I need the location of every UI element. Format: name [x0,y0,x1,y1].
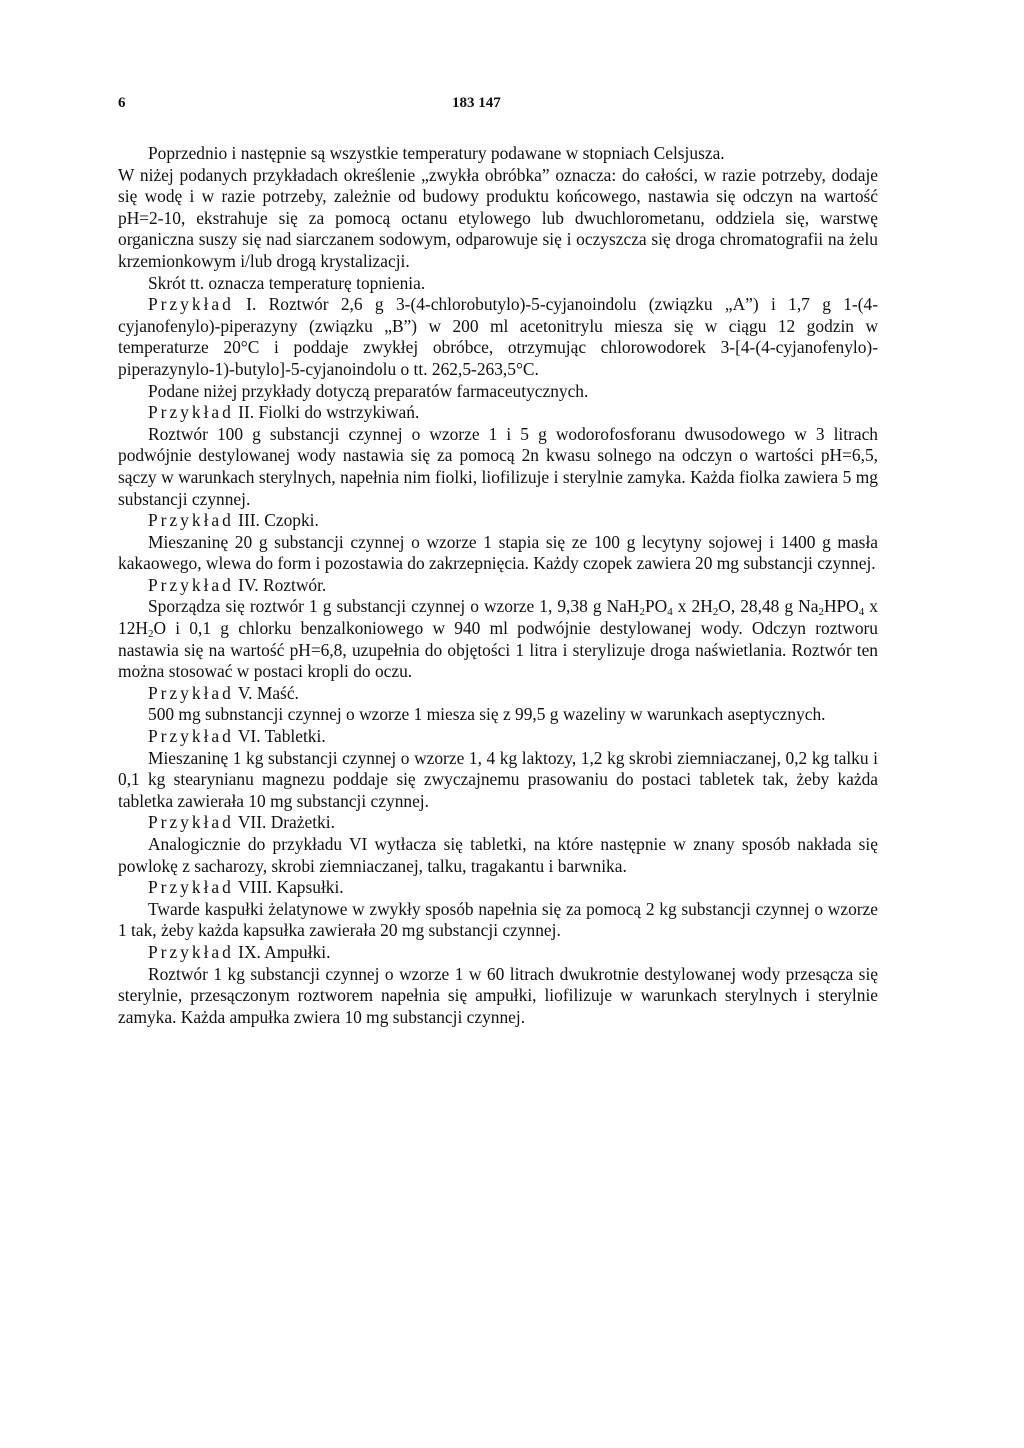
example-4-heading [118,575,878,597]
example-title: Fiolki do wstrzykiwań. [254,402,420,423]
example-title: Ampułki. [260,941,331,962]
text-fragment: Sporządza się roztwór 1 g substancji czynnej o wzorze 1, 9,38 g NaH [148,596,640,617]
example-9-heading [118,942,878,964]
example-8-text: Twarde kaspułki żelatynowe w zwykły sposób napełnia się za pomocą 2 kg substancji czynnej o wzorze 1 tak, żeby każda kapsułka zawierała 20 mg substancji czynnej. [118,898,878,941]
intro-paragraph-2: W niżej podanych przykładach określenie „zwykła obróbka” oznacza: do całości, w razie potrzeby, dodaje się wodę i w razie potrzeby, zależnie od budowy produktu końcowego, nastawia się odczyn na wartość pH=2-10, ekstrahuje się za pomocą octanu etylowego lub dwuchlorometanu, oddziela się, warstwę organiczna suszy się nad siarczanem sodowym, odparowuje się i oczyszcza się droga chromatografii na żelu krzemionkowym i/lub drogą krystalizacji. [118,164,878,271]
subscript: 2 [712,606,719,619]
example-label: Przykład [148,574,234,595]
page-header [118,95,908,117]
example-label: Przykład [148,726,234,747]
example-number: V. [233,682,253,703]
example-title: Roztwór. [258,574,327,595]
text-fragment: HPO [823,596,859,617]
example-number: IX. [233,941,261,962]
text-fragment: x 12H [118,596,879,639]
intro-paragraph-3: Skrót tt. oznacza temperaturę topnienia. [148,272,426,293]
subscript: 4 [858,606,865,619]
example-7-heading [118,812,878,834]
example-2-text: Roztwór 100 g substancji czynnej o wzorze 1 i 5 g wodorofosforanu dwusodowego w 3 litrach podwójnie destylowanej wody nastawia się za pomocą 2n kwasu solnego na odczyn o wartości pH=6,5, sączy w warunkach sterylnych, napełnia nim fiolki, liofilizuje i sterylnie zamyka. Każda fiolka zawiera 5 mg substancji czynnej. [118,423,878,509]
example-5-heading [118,683,878,705]
example-9-text: Roztwór 1 kg substancji czynnej o wzorze 1 w 60 litrach dwukrotnie destylowanej wody przesącza się sterylnie, przesączonym roztworem napełnia się ampułki, liofilizuje w warunkach sterylnych i sterylnie zamyka. Każda ampułka zwiera 10 mg substancji czynnej. [118,963,878,1027]
example-6-heading [118,726,878,748]
example-label: Przykład [148,294,234,315]
example-title: Maść. [252,682,299,703]
text-fragment: O i 0,1 g chlorku benzalkoniowego w 940 ml podwójnie destylowanej wody. Odczyn roztworu nastawia się na wartość pH=6,8, uzupełnia do objętości 1 litra i sterylizuje droga naświetlania. Roztwór ten można stosować w postaci kropli do oczu. [118,618,878,682]
example-number: I. [233,294,257,315]
example-6-text: Mieszaninę 1 kg substancji czynnej o wzorze 1, 4 kg laktozy, 1,2 kg skrobi ziemniaczanej, 0,2 kg talku i 0,1 kg stearynianu magnezu poddaje się zwyczajnemu prasowaniu do postaci tabletek tak, żeby każda tabletka zawierała 10 mg substancji czynnej. [118,747,878,811]
subscript: 4 [667,606,673,619]
example-8-heading [118,877,878,899]
example-1 [118,294,878,380]
example-label: Przykład [148,510,234,531]
example-label: Przykład [148,812,234,833]
example-number: II. [233,402,255,423]
example-7-text: Analogicznie do przykładu VI wytłacza się tabletki, na które następnie w znany sposób nakłada się powlokę z sacharozy, skrobi ziemniaczanej, talku, tragakantu i barwnika. [118,834,878,876]
example-number: III. [233,510,260,531]
subscript: 2 [639,606,645,619]
example-3-text: Mieszaninę 20 g substancji czynnej o wzorze 1 stapia się ze 100 g lecytyny sojowej i 1400 g masła kakaowego, wlewa do form i pozostawia do zakrzepnięcia. Każdy czopek zawiera 20 mg substancji czynnej. [118,531,878,574]
example-label: Przykład [148,402,234,423]
example-number: VI. [233,726,261,747]
example-title: Tabletki. [260,726,326,747]
example-title: Kapsułki. [272,877,344,898]
example-label: Przykład [148,682,234,703]
examples-note: Podane niżej przykłady dotyczą preparatów farmaceutycznych. [148,380,589,401]
example-3-heading [118,510,878,532]
document-number: 183 147 [452,95,501,111]
subscript: 2 [818,606,824,619]
example-text: Roztwór 2,6 g 3-(4-chlorobutylo)-5-cyjanoindolu (związku „A”) i 1,7 g 1-(4-cyjanofenylo)-piperazyny (związku „B”) w 200 ml acetonitrylu miesza się w ciągu 12 godzin w temperaturze 20°C i poddaje zwykłej obróbce, otrzymując chlorowodorek 3-[4-(4-cyjanofenylo)-piperazynylo-1)-butylo]-5-cyjanoindolu o tt. 262,5-263,5°C. [118,294,878,379]
example-number: VII. [233,812,267,833]
text-fragment: PO [644,596,668,617]
page-number: 6 [118,95,126,111]
subscript: 2 [147,628,154,641]
intro-paragraph-1: Poprzednio i następnie są wszystkie temperatury podawane w stopniach Celsjusza. [148,143,725,163]
example-5-text: 500 mg subnstancji czynnej o wzorze 1 miesza się z 99,5 g wazeliny w warunkach aseptycznych. [148,704,826,725]
document-body [118,143,878,1028]
example-title: Czopki. [259,510,319,531]
example-title: Drażetki. [266,812,335,833]
text-fragment: O, 28,48 g Na [718,596,819,617]
text-fragment: x 2H [672,596,713,617]
example-number: IV. [233,574,259,595]
example-number: VIII. [233,877,273,898]
example-4-text [118,596,878,682]
example-label: Przykład [148,941,234,962]
example-2-heading [118,402,878,424]
example-label: Przykład [148,877,234,898]
